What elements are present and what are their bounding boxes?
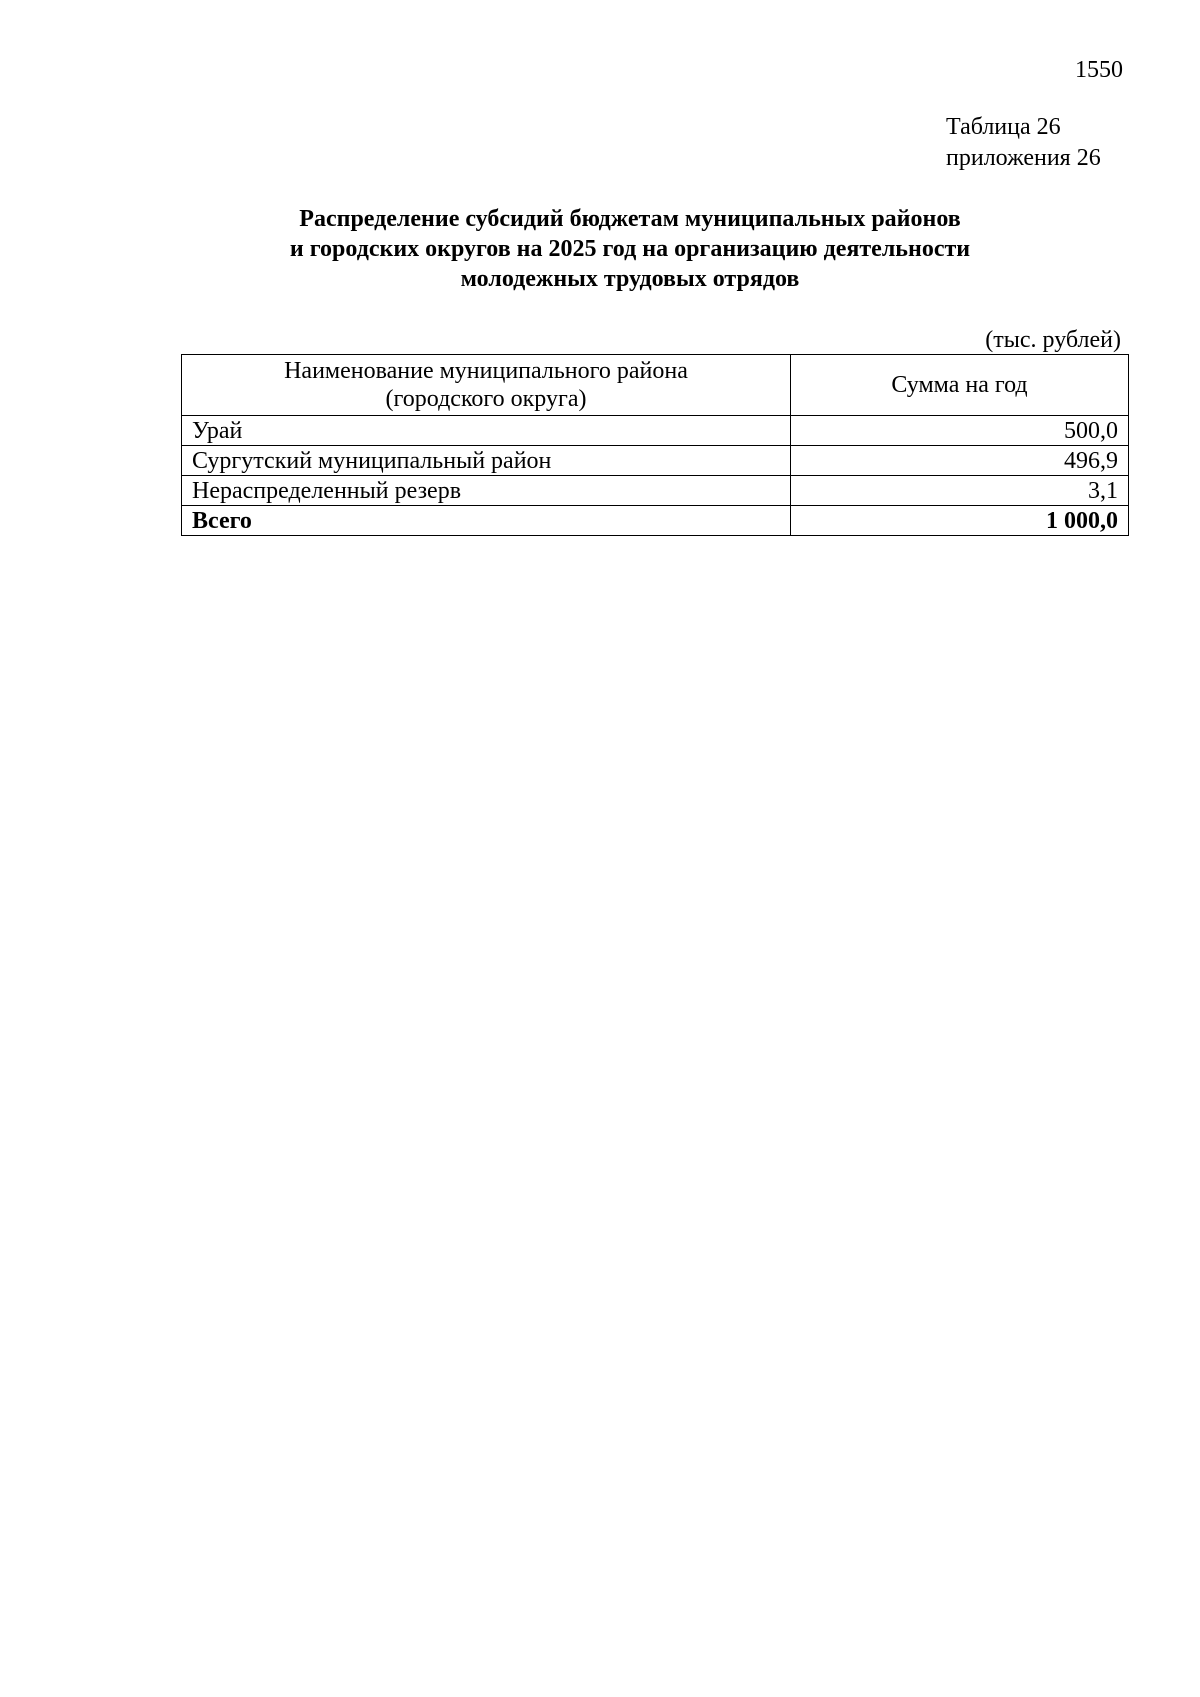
row-name-cell: Урай	[182, 416, 791, 446]
total-name-cell: Всего	[182, 506, 791, 536]
document-title	[180, 204, 1080, 294]
row-name-cell: Нераспределенный резерв	[182, 476, 791, 506]
header-name-cell	[182, 355, 791, 416]
row-amount-cell: 500,0	[791, 416, 1129, 446]
subsidy-table	[181, 354, 1129, 536]
table-header-row	[182, 355, 1129, 416]
header-name-line-1: Наименование муниципального района	[284, 358, 688, 384]
header-amount-cell: Сумма на год	[791, 355, 1129, 416]
table-reference-line-2: приложения 26	[946, 145, 1101, 171]
page-number: 1550	[1075, 57, 1123, 83]
document-title-line-1: Распределение субсидий бюджетам муниципальных районов	[299, 206, 961, 232]
units-label: (тыс. рублей)	[985, 327, 1121, 353]
total-amount-cell: 1 000,0	[791, 506, 1129, 536]
table-row	[182, 416, 1129, 446]
document-title-line-2: и городских округов на 2025 год на организацию деятельности	[289, 236, 971, 262]
table-row	[182, 476, 1129, 506]
row-amount-cell: 3,1	[791, 476, 1129, 506]
table-row	[182, 446, 1129, 476]
table-reference-line-1: Таблица 26	[946, 114, 1061, 140]
table-reference	[946, 112, 1101, 174]
header-name-line-2: (городского округа)	[385, 386, 587, 412]
document-title-line-3: молодежных трудовых отрядов	[460, 266, 800, 292]
table-total-row	[182, 506, 1129, 536]
row-name-cell: Сургутский муниципальный район	[182, 446, 791, 476]
row-amount-cell: 496,9	[791, 446, 1129, 476]
